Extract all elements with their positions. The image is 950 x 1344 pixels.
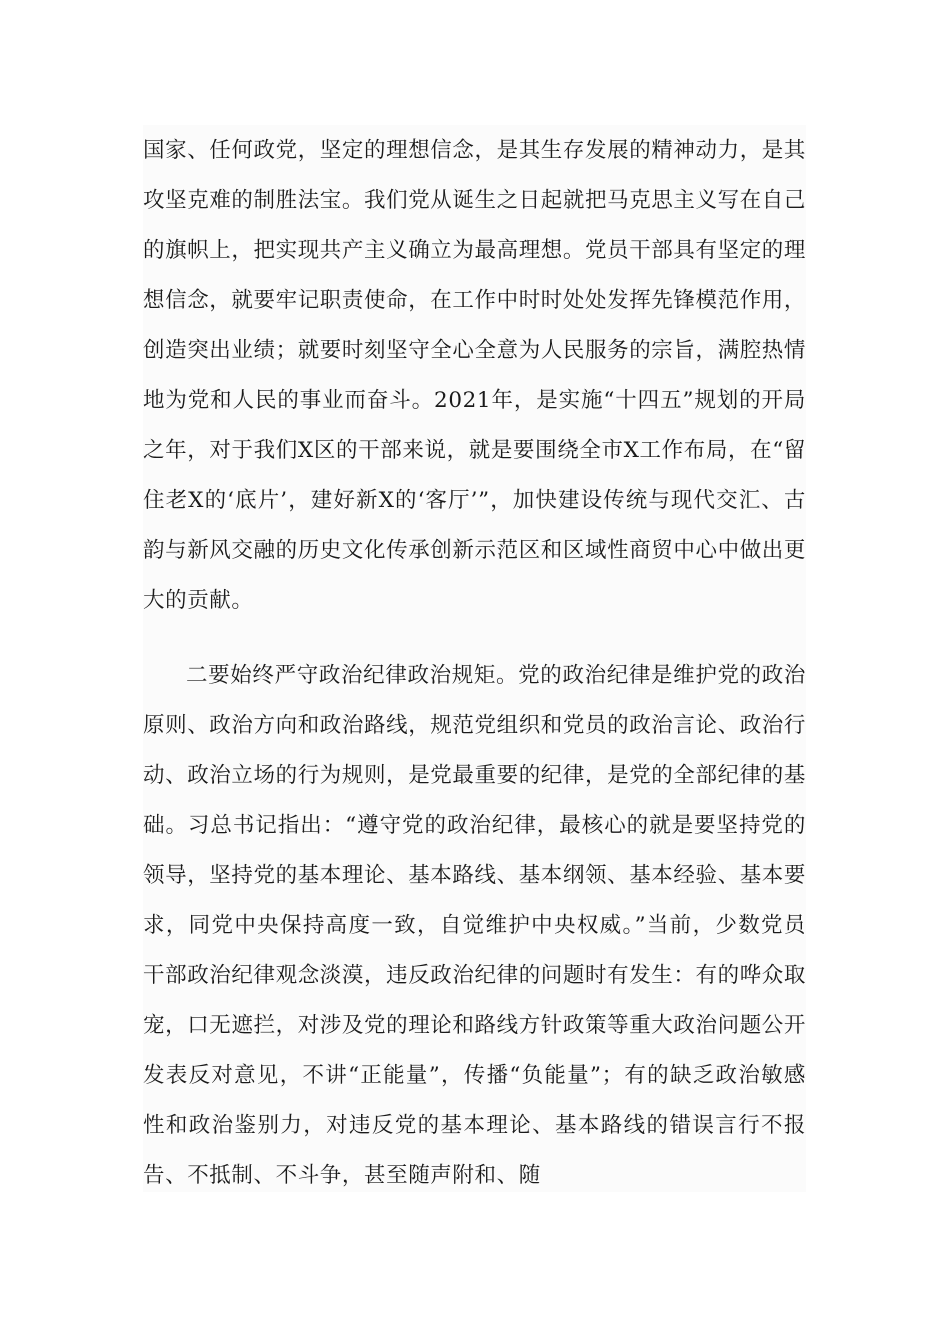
paragraph-political-discipline: 二要始终严守政治纪律政治规矩。党的政治纪律是维护党的政治原则、政治方向和政治路线，规范党组织和党员的政治言论、政治行动、政治立场的行为规则，是党最重要的纪律，是党的全部纪律的基础。习总书记指出：“遵守党的政治纪律，最核心的就是要坚持党的领导，坚持党的基本理论、基本路线、基本纲领、基本经验、基本要求，同党中央保持高度一致，自觉维护中央权威。”当前，少数党员干部政治纪律观念淡漠，违反政治纪律的问题时有发生：有的哗众取宠，口无遮拦，对涉及党的理论和路线方针政策等重大政治问题公开发表反对意见，不讲“正能量”，传播“负能量”；有的缺乏政治敏感性和政治鉴别力，对违反党的基本理论、基本路线的错误言行不报告、不抵制、不斗争，甚至随声附和、随 xyxy=(143,663,807,1188)
paragraph-ideals-and-beliefs: 国家、任何政党，坚定的理想信念，是其生存发展的精神动力，是其攻坚克难的制胜法宝。我们党从诞生之日起就把马克思主义写在自己的旗帜上，把实现共产主义确立为最高理想。党员干部具有坚定的理想信念，就要牢记职责使命，在工作中时时处处发挥先锋模范作用，创造突出业绩；就要时刻坚守全心全意为人民服务的宗旨，满腔热情地为党和人民的事业而奋斗。2021年，是实施“十四五”规划的开局之年，对于我们X区的干部来说，就是要围绕全市X工作布局，在“留住老X的‘底片’，建好新X的‘客厅’”，加快建设传统与现代交汇、古韵与新风交融的历史文化传承创新示范区和区域性商贸中心中做出更大的贡献。 xyxy=(143,138,807,613)
document-text-block xyxy=(143,125,806,1192)
